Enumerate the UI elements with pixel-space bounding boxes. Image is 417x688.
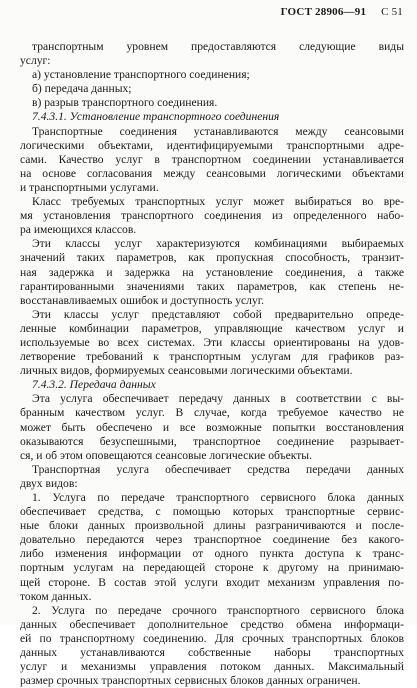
- text-line: Эти классы услуг представляют собой предварительно опреде-: [32, 307, 404, 321]
- text-line: услуг:: [20, 54, 51, 68]
- text-line: довательно передаются через транспортное соединение без какого-: [20, 533, 404, 547]
- text-line: ра имеющихся классов.: [20, 223, 137, 237]
- text-line: ся, и об этом оповещаются сеансовые логические объекты.: [20, 448, 312, 462]
- text-line: в) разрыв транспортного соединения.: [32, 96, 218, 110]
- text-line: на основе согласования между сеансовыми логическими объектами: [20, 166, 404, 180]
- text-line: транспортным уровнем предоставляются следующие виды: [32, 40, 404, 53]
- text-line: мя установления транспортного соединения из определенного набо-: [20, 209, 404, 223]
- text-line: размер срочных транспортных сервисных блоков данных ограничен.: [20, 674, 361, 688]
- text-line: двух видов:: [20, 476, 78, 490]
- text-line: логическими объектами, идентифицируемыми транспортными адре-: [20, 138, 404, 152]
- text-line: Класс требуемых транспортных услуг может выбираться во вре-: [32, 195, 404, 209]
- text-line: и транспортными услугами.: [20, 180, 159, 194]
- page-header: [281, 6, 403, 18]
- text-line: обеспечивает средства, с помощью которых транспортные сервис-: [20, 505, 404, 519]
- text-line: данных обеспечивает дополнительное средство обмена информаци-: [20, 617, 404, 631]
- text-line: восстанавливаемых ошибок и доступность услуг.: [20, 293, 265, 307]
- text-line: Эта услуга обеспечивает передачу данных в соответствии с вы-: [32, 392, 404, 406]
- standard-number: ГОСТ 28906—91: [280, 6, 367, 18]
- text-line: щей стороне. В состав этой услуги входит механизм управления по-: [20, 575, 404, 589]
- text-line: б) передача данных;: [32, 82, 132, 96]
- text-line: значений таких параметров, как пропускная способность, транзит-: [20, 251, 404, 265]
- text-line: бранным качеством услуг. В случае, когда требуемое качество не: [20, 406, 404, 420]
- text-line: гарантированными значениями таких параметров, как степень не-: [20, 279, 404, 293]
- text-line: Эти классы услуг характеризуются комбинациями выбираемых: [32, 237, 404, 251]
- text-line: 2. Услуга по передаче срочного транспортного сервисного блока: [32, 603, 404, 617]
- text-line: данных устанавливаются собственные наборы транспортных: [20, 646, 404, 660]
- text-line: ленные комбинации параметров, управляющие качеством услуг и: [20, 321, 404, 335]
- text-line: либо изменения информации от одного пункта доступа к транс-: [20, 547, 404, 561]
- text-line: оказываются безуспешными, транспортное соединение разрывает-: [20, 434, 404, 448]
- text-line: используемые во всех системах. Эти классы ориентированы на удов-: [20, 335, 404, 349]
- text-line: летворение требований к транспортным услугам для графиков раз-: [20, 350, 404, 364]
- text-line: личных видов, формируемых сеансовыми логическими объектами.: [20, 364, 353, 378]
- page-number: С 51: [381, 6, 403, 18]
- text-line: услуг и механизмы управления потоком данных. Максимальный: [20, 660, 404, 674]
- text-line: током данных.: [20, 589, 92, 603]
- text-line: ные блоки данных произвольной длины разграничиваются и после-: [20, 519, 404, 533]
- body-text: [20, 40, 404, 688]
- text-line: Транспортные соединения устанавливаются между сеансовыми: [32, 124, 404, 138]
- text-line: 1. Услуга по передаче транспортного сервисного блока данных: [32, 491, 404, 504]
- text-line: 7.4.3.2. Передача данных: [32, 378, 156, 392]
- text-line: 7.4.3.1. Установление транспортного соединения: [32, 110, 280, 124]
- text-line: может быть обеспечено и все возможные попытки восстановления: [20, 420, 404, 434]
- text-line: Транспортная услуга обеспечивает средства передачи данных: [32, 462, 404, 476]
- text-line: а) установление транспортного соединения;: [32, 68, 250, 82]
- text-line: ная задержка и задержка на установление соединения, а также: [20, 265, 404, 279]
- text-line: сами. Качество услуг в транспортном соединении устанавливается: [20, 152, 404, 166]
- text-line: ей по транспортному соединению. Для срочных транспортных блоков: [20, 631, 404, 645]
- text-line: портным услугам на передающей стороне к другому на принимаю-: [20, 561, 404, 575]
